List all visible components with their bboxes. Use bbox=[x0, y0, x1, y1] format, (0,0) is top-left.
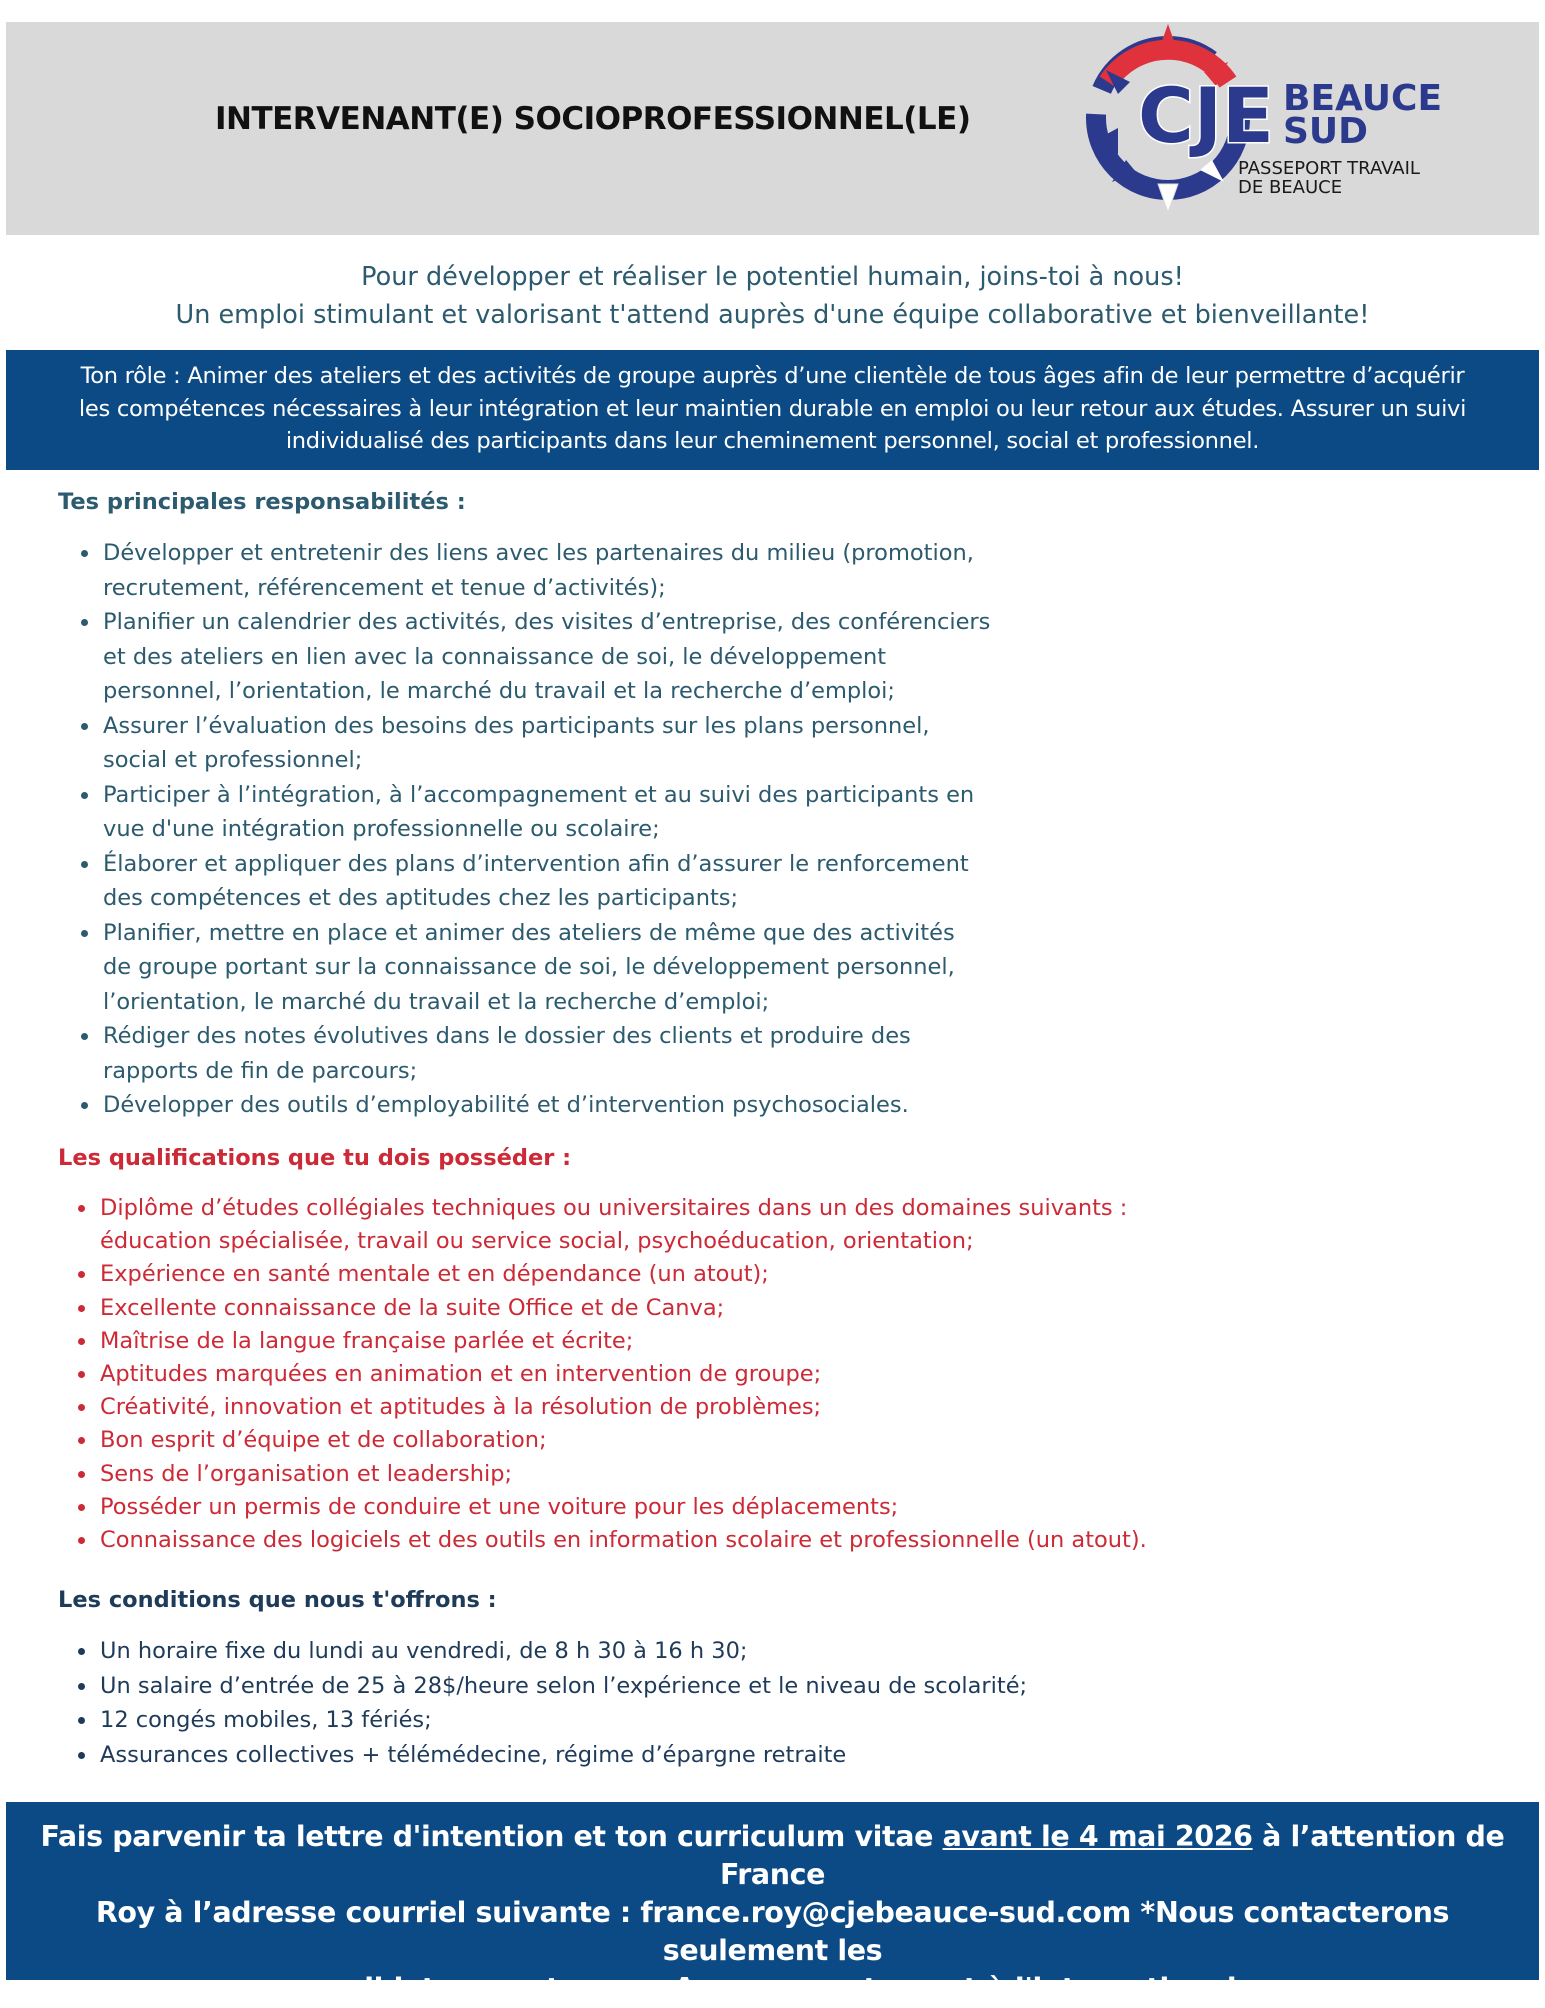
role-band bbox=[6, 350, 1539, 470]
list-item-line: Élaborer et appliquer des plans d’intervention afin d’assurer le renforcement bbox=[103, 850, 969, 877]
application-instructions-band bbox=[6, 1802, 1539, 2005]
deadline-text: avant le 4 mai 2026 bbox=[942, 1820, 1253, 1853]
conditions-title: Les conditions que nous t'offrons : bbox=[58, 1587, 497, 1613]
list-item-line: Expérience en santé mentale et en dépendance (un atout); bbox=[100, 1261, 769, 1288]
svg-text:SUD: SUD bbox=[1283, 111, 1369, 152]
list-item-line: 12 congés mobiles, 13 fériés; bbox=[100, 1707, 432, 1733]
list-item bbox=[70, 1669, 1250, 1704]
footer-text: Fais parvenir ta lettre d'intention et ton curriculum vitae bbox=[40, 1820, 943, 1853]
svg-text:DE BEAUCE: DE BEAUCE bbox=[1238, 177, 1343, 198]
list-item-line: Planifier, mettre en place et animer des ateliers de même que des activités bbox=[103, 919, 955, 946]
list-item bbox=[70, 1325, 1250, 1358]
role-line: les compétences nécessaires à leur intégration et leur maintien durable en emploi ou leur retour aux études. Assurer un suivi bbox=[78, 395, 1467, 422]
list-item-line: éducation spécialisée, travail ou service social, psychoéducation, orientation; bbox=[100, 1228, 974, 1255]
list-item-line: Bon esprit d’équipe et de collaboration; bbox=[100, 1427, 547, 1454]
list-item-line: Planifier un calendrier des activités, des visites d’entreprise, des conférenciers bbox=[103, 609, 991, 635]
list-item-line: Un horaire fixe du lundi au vendredi, de 8 h 30 à 16 h 30; bbox=[100, 1638, 748, 1664]
list-item-line: social et professionnel; bbox=[103, 747, 363, 773]
list-item-line: rapports de fin de parcours; bbox=[103, 1057, 418, 1084]
qualifications-title: Les qualifications que tu dois posséder : bbox=[58, 1145, 572, 1171]
list-item-line: Développer et entretenir des liens avec les partenaires du milieu (promotion, bbox=[103, 540, 974, 566]
list-item-line: Développer des outils d’employabilité et d’intervention psychosociales. bbox=[103, 1092, 909, 1118]
list-item-line: Participer à l’intégration, à l’accompagnement et au suivi des participants en bbox=[103, 781, 975, 808]
conditions-list bbox=[70, 1634, 1250, 1772]
list-item-line: Rédiger des notes évolutives dans le dossier des clients et produire des bbox=[103, 1023, 911, 1049]
list-item bbox=[73, 916, 1133, 1020]
list-item bbox=[70, 1391, 1250, 1424]
list-item bbox=[73, 778, 1133, 847]
footer-line: candidatures retenues. Aucun recrutement à l'international. bbox=[298, 1972, 1247, 2005]
list-item bbox=[70, 1258, 1250, 1291]
list-item bbox=[70, 1491, 1250, 1524]
list-item-line: Excellente connaissance de la suite Office et de Canva; bbox=[100, 1294, 725, 1321]
list-item-line: Aptitudes marquées en animation et en intervention de groupe; bbox=[100, 1361, 822, 1388]
svg-text:CJE: CJE bbox=[1138, 71, 1274, 160]
list-item-line: Assurances collectives + télémédecine, régime d’épargne retraite bbox=[100, 1741, 847, 1768]
list-item bbox=[73, 709, 1133, 778]
list-item bbox=[70, 1738, 1250, 1773]
list-item bbox=[70, 1358, 1250, 1391]
list-item-line: Maîtrise de la langue française parlée et écrite; bbox=[100, 1327, 634, 1354]
list-item bbox=[73, 536, 1133, 605]
responsibilities-title: Tes principales responsabilités : bbox=[58, 489, 466, 515]
list-item-line: Connaissance des logiciels et des outils en information scolaire et professionnelle (un atout). bbox=[100, 1527, 1147, 1554]
intro-line: Pour développer et réaliser le potentiel humain, joins-toi à nous! bbox=[361, 262, 1184, 292]
list-item-line: personnel, l’orientation, le marché du travail et la recherche d’emploi; bbox=[103, 678, 896, 704]
cje-beauce-sud-logo bbox=[1078, 22, 1478, 222]
list-item bbox=[73, 1019, 1133, 1088]
list-item-line: et des ateliers en lien avec la connaissance de soi, le développement bbox=[103, 643, 887, 670]
svg-text:BEAUCE: BEAUCE bbox=[1283, 78, 1443, 119]
role-line: individualisé des participants dans leur cheminement personnel, social et professionnel. bbox=[285, 428, 1260, 454]
footer-text: à l’attention de France bbox=[719, 1820, 1505, 1891]
list-item-line: Posséder un permis de conduire et une voiture pour les déplacements; bbox=[100, 1493, 899, 1520]
list-item-line: Créativité, innovation et aptitudes à la résolution de problèmes; bbox=[100, 1394, 822, 1421]
list-item-line: des compétences et des aptitudes chez les participants; bbox=[103, 885, 739, 911]
list-item bbox=[70, 1424, 1250, 1457]
list-item bbox=[70, 1192, 1250, 1258]
list-item-line: recrutement, référencement et tenue d’activités); bbox=[103, 574, 666, 601]
footer-line bbox=[14, 1818, 1531, 1894]
intro-line: Un emploi stimulant et valorisant t'attend auprès d'une équipe collaborative et bienveillante! bbox=[175, 300, 1370, 330]
responsibilities-list bbox=[73, 536, 1133, 1123]
list-item-line: de groupe portant sur la connaissance de soi, le développement personnel, bbox=[103, 954, 955, 980]
list-item-line: Un salaire d’entrée de 25 à 28$/heure selon l’expérience et le niveau de scolarité; bbox=[100, 1672, 1028, 1699]
list-item bbox=[73, 1088, 1133, 1123]
qualifications-list bbox=[70, 1192, 1250, 1557]
job-title: INTERVENANT(E) SOCIOPROFESSIONNEL(LE) bbox=[215, 101, 971, 137]
list-item bbox=[70, 1458, 1250, 1491]
list-item-line: Assurer l’évaluation des besoins des participants sur les plans personnel, bbox=[103, 712, 930, 739]
list-item bbox=[73, 605, 1133, 709]
footer-line: Roy à l’adresse courriel suivante : france.roy@cjebeauce-sud.com *Nous contacterons seulement les bbox=[95, 1896, 1450, 1967]
intro-text bbox=[0, 258, 1545, 334]
role-line: Ton rôle : Animer des ateliers et des activités de groupe auprès d’une clientèle de tous âges afin de leur permettre d’acquérir bbox=[80, 363, 1465, 389]
svg-text:PASSEPORT TRAVAIL: PASSEPORT TRAVAIL bbox=[1238, 158, 1420, 179]
list-item bbox=[70, 1292, 1250, 1325]
list-item-line: Diplôme d’études collégiales techniques ou universitaires dans un des domaines suivants : bbox=[100, 1195, 1128, 1221]
list-item bbox=[70, 1703, 1250, 1738]
list-item bbox=[70, 1524, 1250, 1557]
list-item-line: l’orientation, le marché du travail et la recherche d’emploi; bbox=[103, 988, 770, 1015]
list-item-line: vue d'une intégration professionnelle ou scolaire; bbox=[103, 816, 660, 842]
list-item-line: Sens de l’organisation et leadership; bbox=[100, 1460, 513, 1487]
list-item bbox=[70, 1634, 1250, 1669]
list-item bbox=[73, 847, 1133, 916]
